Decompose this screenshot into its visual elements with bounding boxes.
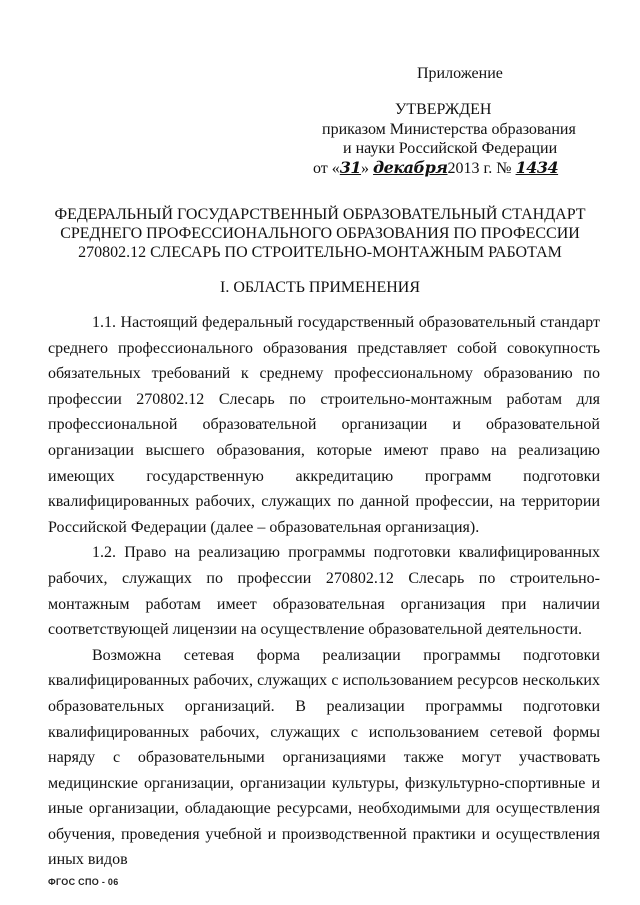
document-title: ФЕДЕРАЛЬНЫЙ ГОСУДАРСТВЕННЫЙ ОБРАЗОВАТЕЛЬНЫЙ СТАНДАРТ СРЕДНЕГО ПРОФЕССИОНАЛЬНОГО ОБРАЗОВАНИЯ ПО ПРОФЕССИИ 270802.12 СЛЕСАРЬ ПО СТРОИТЕЛЬНО-МОНТАЖНЫМ РАБОТАМ [54,206,586,261]
order-date-number [313,158,558,179]
order-day: 31 [339,158,362,177]
order-mid: » [361,160,374,177]
paragraph-network-form: Возможна сетевая форма реализации программы подготовки квалифицированных рабочих, служащих с использованием ресурсов нескольких образовательных организаций. В реализации программы подготовки квалифицированных рабочих, служащих с использованием сетевой формы наряду с образовательными организациями также могут участвовать медицинские организации, организации культуры, физкультурно-спортивные и иные организации, обладающие ресурсами, необходимыми для осуществления обучения, проведения учебной и производственной практики и осуществления иных видов [48,646,600,869]
order-month: декабря [373,158,448,177]
document-body [48,310,600,873]
paragraph-1-1: 1.1. Настоящий федеральный государственный образовательный стандарт среднего профессионального образования представляет собой совокупность обязательных требований к среднему профессиональному образованию по профессии 270802.12 Слесарь по строительно-монтажным работам для профессиональной образовательной организации и образовательной организации высшего образования, которые имеют право на реализацию имеющих государственную аккредитацию программ подготовки квалифицированных рабочих, служащих по данной профессии, на территории Российской Федерации (далее – образовательная организация). [48,314,600,536]
approved-label: УТВЕРЖДЕН [395,101,492,118]
appendix-label: Приложение [417,65,503,82]
order-year: 2013 г. № [447,160,512,177]
section-title: I. ОБЛАСТЬ ПРИМЕНЕНИЯ [219,279,421,296]
paragraph-1-2: 1.2. Право на реализацию программы подготовки квалифицированных рабочих, служащих по профессии 270802.12 Слесарь по строительно-монтажным работам имеет образовательная организация при наличии соответствующей лицензии на осуществление образовательной деятельности. [48,544,600,639]
order-prefix: от « [313,160,340,177]
footer-code: ФГОС СПО - 06 [48,877,119,887]
order-line-ministry: приказом Министерства образования [322,121,576,138]
order-line-russia: и науки Российской Федерации [343,140,558,157]
order-number: 1434 [515,158,559,177]
